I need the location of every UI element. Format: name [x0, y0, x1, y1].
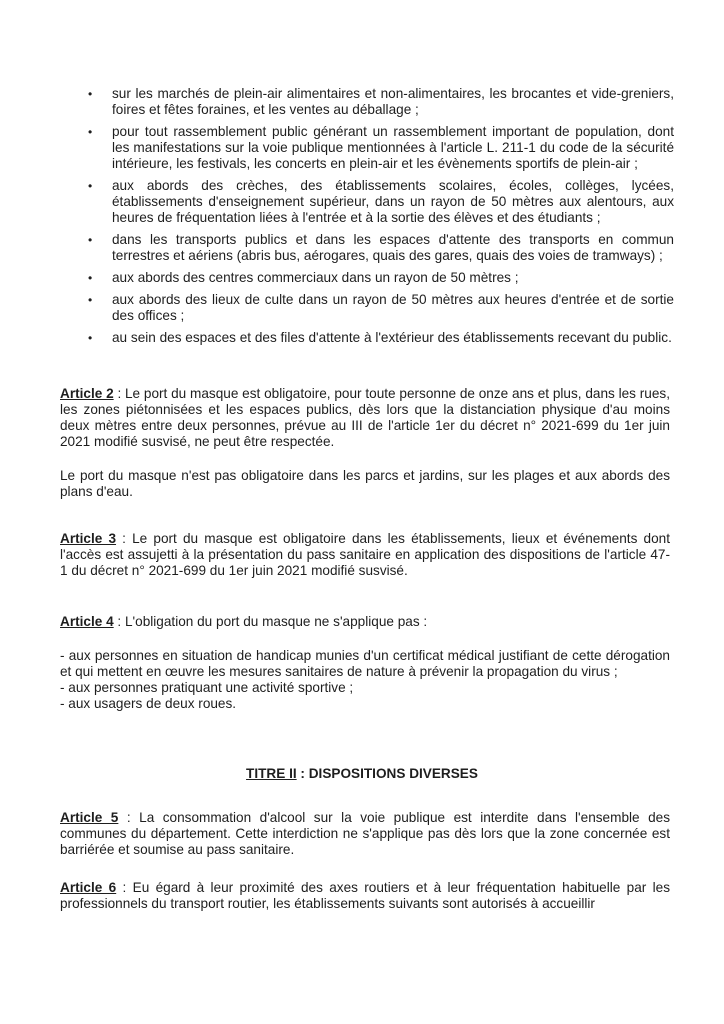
list-item: - aux personnes pratiquant une activité sportive ;	[60, 680, 354, 695]
article-2-paragraph: Article 2 : Le port du masque est obligatoire, pour toute personne de onze ans et plus, dans les rues, les zones piétonnisées et les espaces publics, dès lors que la distanciation physique d'au moins deux mètres entre deux personnes, prévue au III de l'article 1er du décret n° 2021-699 du 1er juin 2021 modifié susvisé, ne peut être respectée.	[60, 386, 670, 449]
article-4-title: Article 4	[60, 614, 114, 629]
list-item: • sur les marchés de plein-air alimentaires et non-alimentaires, les brocantes et vide-greniers, foires et fêtes foraines, et les ventes au déballage ;	[88, 86, 674, 117]
list-item: - aux personnes en situation de handicap munies d'un certificat médical justifiant de cette dérogation et qui mettent en œuvre les mesures sanitaires de nature à prévenir la propagation du virus ;	[60, 648, 670, 679]
article-3-title: Article 3	[60, 531, 117, 546]
bullet-icon: •	[88, 271, 93, 285]
section-title-label: TITRE II	[246, 766, 297, 781]
article-4-intro: Article 4 : L'obligation du port du masque ne s'applique pas :	[60, 614, 428, 629]
list-item: • pour tout rassemblement public générant un rassemblement important de population, dont les manifestations sur la voie publique mentionnées à l'article L. 211-1 du code de la sécurité intérieure, les festivals, les concerts en plein-air et les évènements sportifs de plein-air ;	[88, 124, 674, 171]
bullet-list	[84, 86, 674, 346]
list-item: • dans les transports publics et dans les espaces d'attente des transports en commun terrestres et aériens (abris bus, aérogares, quais des gares, quais des voies de tramways) ;	[88, 232, 674, 263]
list-item: • au sein des espaces et des files d'attente à l'extérieur des établissements recevant du public.	[88, 330, 672, 345]
article-2	[60, 386, 670, 500]
article-6: Article 6 : Eu égard à leur proximité des axes routiers et à leur fréquentation habituelle par les professionnels du transport routier, les établissements suivants sont autorisés à accueillir	[60, 880, 671, 911]
list-item: • aux abords des centres commerciaux dans un rayon de 50 mètres ;	[88, 270, 519, 285]
bullet-icon: •	[88, 87, 93, 101]
bullet-icon: •	[88, 331, 93, 345]
article-6-title: Article 6	[60, 880, 117, 895]
article-4	[60, 614, 670, 712]
article-2-title: Article 2	[60, 386, 114, 401]
list-item: - aux usagers de deux roues.	[60, 696, 237, 711]
exemption-list	[60, 648, 670, 712]
list-item: • aux abords des lieux de culte dans un rayon de 50 mètres aux heures d'entrée et de sortie des offices ;	[88, 292, 674, 323]
article-3: Article 3 : Le port du masque est obligatoire dans les établissements, lieux et événements dont l'accès est assujetti à la présentation du pass sanitaire en application des dispositions de l'article 47-1 du décret n° 2021-699 du 1er juin 2021 modifié susvisé.	[60, 531, 670, 578]
section-title: TITRE II : DISPOSITIONS DIVERSES	[246, 766, 478, 781]
article-2-paragraph-2: Le port du masque n'est pas obligatoire dans les parcs et jardins, sur les plages et aux abords des plans d'eau.	[60, 468, 670, 499]
bullet-icon: •	[88, 293, 93, 307]
article-5: Article 5 : La consommation d'alcool sur la voie publique est interdite dans l'ensemble des communes du département. Cette interdiction ne s'applique pas dès lors que la zone concernée est barriérée et soumise au pass sanitaire.	[60, 810, 670, 857]
article-5-title: Article 5	[60, 810, 119, 825]
bullet-icon: •	[88, 179, 93, 193]
bullet-icon: •	[88, 233, 93, 247]
list-item: • aux abords des crèches, des établissements scolaires, écoles, collèges, lycées, établissements d'enseignement supérieur, dans un rayon de 50 mètres aux alentours, aux heures de fréquentation liées à l'entrée et à la sortie des élèves et des étudiants ;	[88, 178, 674, 225]
bullet-icon: •	[88, 125, 93, 139]
